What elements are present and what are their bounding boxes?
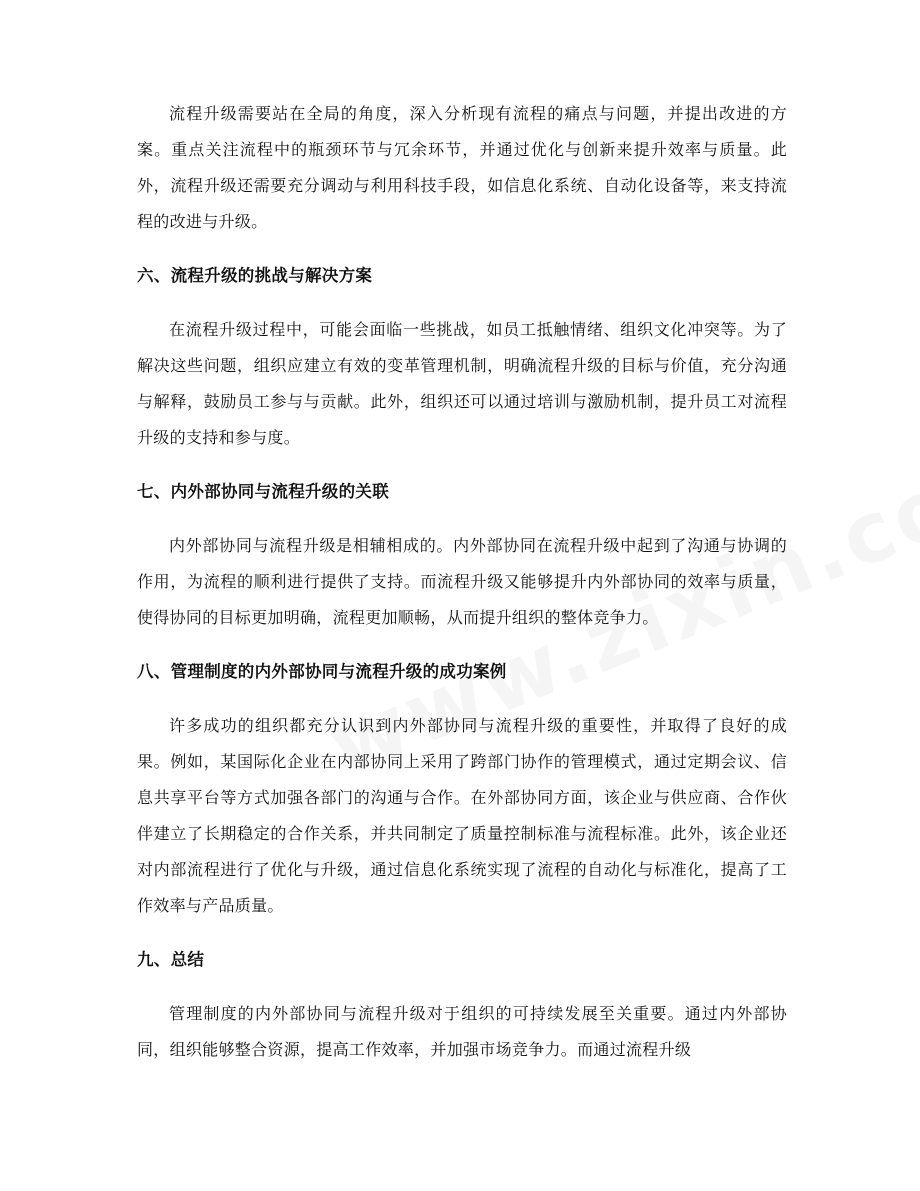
heading-section-7: 七、内外部协同与流程升级的关联 [137,482,389,501]
paragraph-success-case: 许多成功的组织都充分认识到内外部协同与流程升级的重要性，并取得了良好的成果。例如，某国际化企业在内部协同上采用了跨部门协作的管理模式，通过定期会议、信息共享平台等方式加强各部门的沟通与合作。在外部协同方面，该企业与供应商、合作伙伴建立了长期稳定的合作关系，并共同制定了质量控制标准与流程标准。此外，该企业还对内部流程进行了优化与升级，通过信息化系统实现了流程的自动化与标准化，提高了工作效率与产品质量。 [137,716,787,915]
heading-section-6: 六、流程升级的挑战与解决方案 [137,266,373,285]
document-body [137,96,787,1068]
paragraph-collaboration-relation: 内外部协同与流程升级是相辅相成的。内外部协同在流程升级中起到了沟通与协调的作用，为流程的顺利进行提供了支持。而流程升级又能够提升内外部协同的效率与质量，使得协同的目标更加明确，流程更加顺畅，从而提升组织的整体竞争力。 [137,536,787,627]
paragraph-process-upgrade-overview: 流程升级需要站在全局的角度，深入分析现有流程的痛点与问题，并提出改进的方案。重点关注流程中的瓶颈环节与冗余环节，并通过优化与创新来提升效率与质量。此外，流程升级还需要充分调动与利用科技手段，如信息化系统、自动化设备等，来支持流程的改进与升级。 [137,104,787,231]
heading-section-8: 八、管理制度的内外部协同与流程升级的成功案例 [137,662,507,681]
paragraph-challenges: 在流程升级过程中，可能会面临一些挑战，如员工抵触情绪、组织文化冲突等。为了解决这些问题，组织应建立有效的变革管理机制，明确流程升级的目标与价值，充分沟通与解释，鼓励员工参与与贡献。此外，组织还可以通过培训与激励机制，提升员工对流程升级的支持和参与度。 [137,320,787,447]
paragraph-summary: 管理制度的内外部协同与流程升级对于组织的可持续发展至关重要。通过内外部协同，组织能够整合资源，提高工作效率，并加强市场竞争力。而通过流程升级 [137,1004,787,1059]
heading-section-9: 九、总结 [137,950,205,969]
